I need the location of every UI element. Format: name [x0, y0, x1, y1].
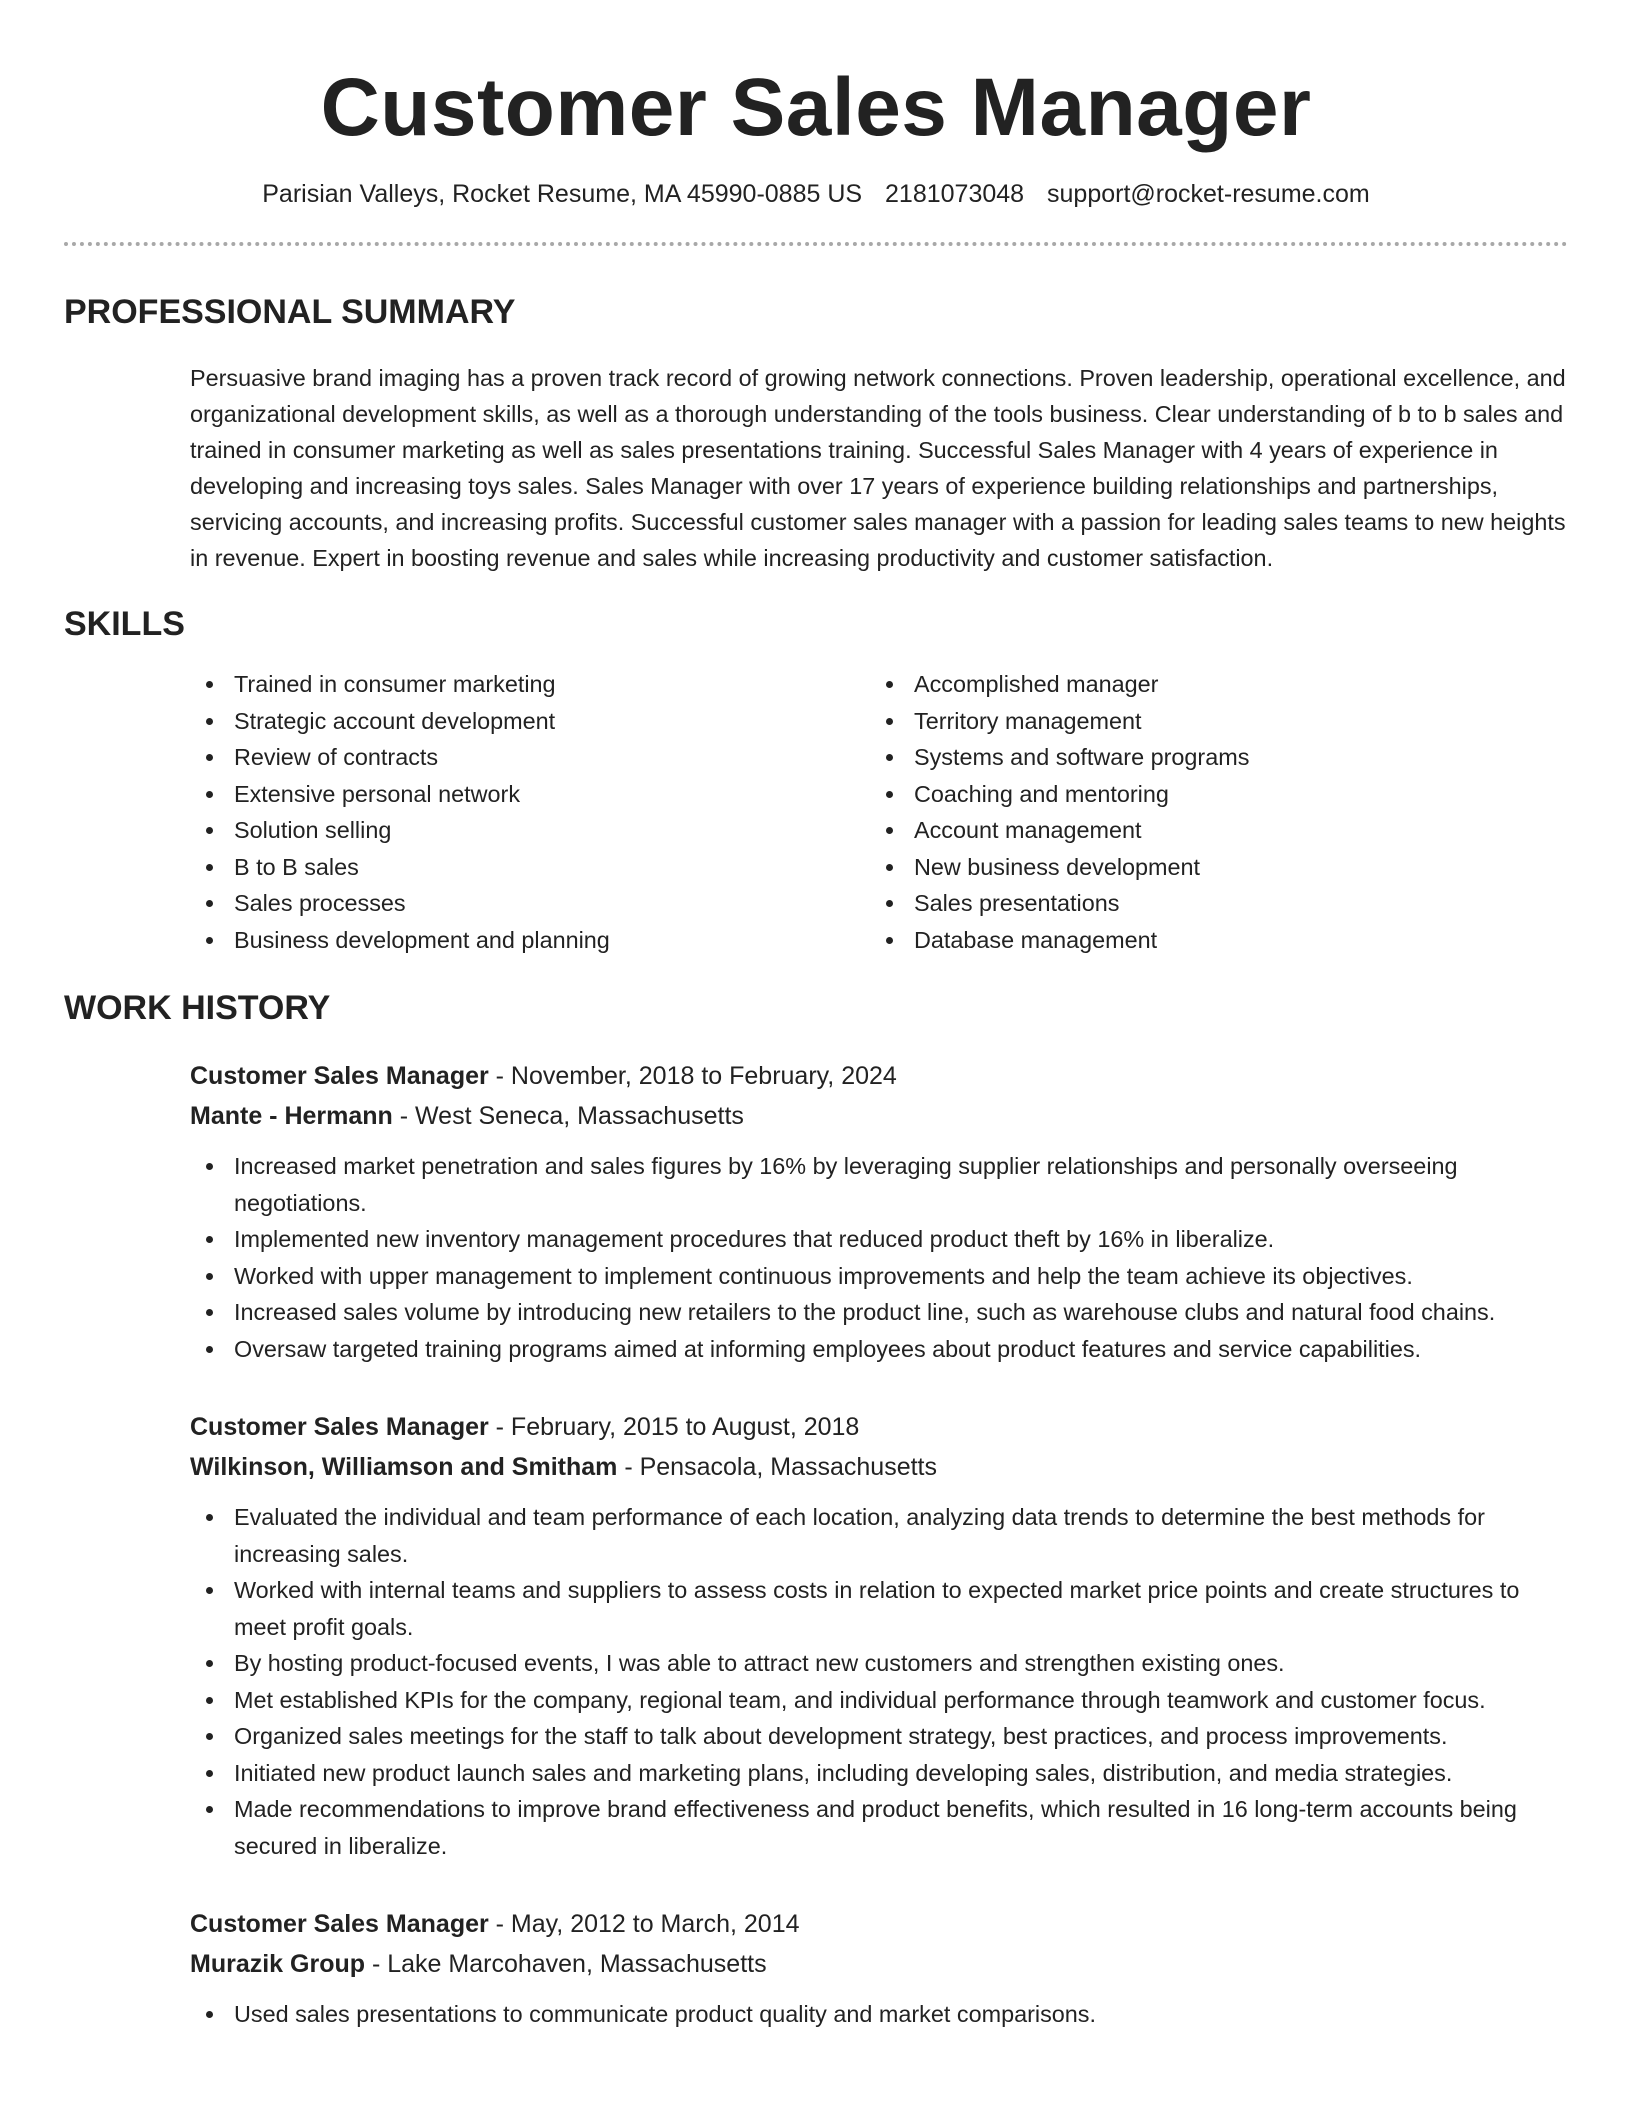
- duty-item: Organized sales meetings for the staff to talk about development strategy, best practices, and process improvements.: [190, 1718, 1568, 1755]
- contact-phone: 2181073048: [885, 180, 1025, 208]
- skill-item: Extensive personal network: [190, 776, 870, 813]
- duty-item: Used sales presentations to communicate product quality and market comparisons.: [190, 1996, 1568, 2033]
- contact-address: Parisian Valleys, Rocket Resume, MA 45990-0885 US: [262, 180, 863, 208]
- duty-item: Made recommendations to improve brand effectiveness and product benefits, which resulted in 16 long-term accounts being secured in liberalize.: [190, 1791, 1568, 1864]
- skills-list: [190, 666, 1568, 958]
- skill-item: Coaching and mentoring: [870, 776, 1550, 813]
- job-entry: [190, 1904, 1568, 2033]
- job-dates: - November, 2018 to February, 2024: [488, 1062, 897, 1090]
- skills-column-left: [190, 666, 870, 958]
- job-location: - Lake Marcohaven, Massachusetts: [365, 1950, 767, 1978]
- job-entry: [190, 1407, 1568, 1864]
- duty-item: Implemented new inventory management procedures that reduced product theft by 16% in liberalize.: [190, 1221, 1568, 1258]
- job-company: Murazik Group: [190, 1950, 366, 1978]
- job-dates: - May, 2012 to March, 2014: [488, 1910, 800, 1938]
- skill-item: Strategic account development: [190, 703, 870, 740]
- skill-item: Accomplished manager: [870, 666, 1550, 703]
- duty-item: Worked with upper management to implement continuous improvements and help the team achieve its objectives.: [190, 1258, 1568, 1295]
- job-entry: [190, 1056, 1568, 1367]
- duty-item: Increased market penetration and sales figures by 16% by leveraging supplier relationships and personally overseeing negotiations.: [190, 1148, 1568, 1221]
- job-company: Wilkinson, Williamson and Smitham: [190, 1453, 618, 1481]
- job-role: Customer Sales Manager: [190, 1910, 489, 1938]
- contact-line: [64, 176, 1568, 212]
- duty-item: Increased sales volume by introducing new retailers to the product line, such as warehouse clubs and natural food chains.: [190, 1294, 1568, 1331]
- job-title-line: [190, 1407, 1568, 1447]
- skill-item: Systems and software programs: [870, 739, 1550, 776]
- section-title-work-history: WORK HISTORY: [64, 989, 331, 1027]
- skill-item: Database management: [870, 922, 1550, 959]
- skill-item: Sales presentations: [870, 885, 1550, 922]
- skill-item: New business development: [870, 849, 1550, 886]
- job-role: Customer Sales Manager: [190, 1062, 489, 1090]
- header-divider: [64, 242, 1568, 246]
- skill-item: Territory management: [870, 703, 1550, 740]
- job-duties: [190, 1499, 1568, 1864]
- contact-email: support@rocket-resume.com: [1047, 180, 1370, 208]
- job-title-line: [190, 1056, 1568, 1096]
- summary-text: Persuasive brand imaging has a proven track record of growing network connections. Proven leadership, operational excellence, and organizational development skills, as well as a thorough understanding of the tools business. Clear understanding of b to b sales and trained in consumer marketing as well as sales presentations training. Successful Sales Manager with 4 years of experience in developing and increasing toys sales. Sales Manager with over 17 years of experience building relationships and partnerships, servicing accounts, and increasing profits. Successful customer sales manager with a passion for leading sales teams to new heights in revenue. Expert in boosting revenue and sales while increasing productivity and customer satisfaction.: [190, 365, 1566, 571]
- skills-column-right: [870, 666, 1550, 958]
- job-company-line: [190, 1447, 1568, 1487]
- skill-item: Review of contracts: [190, 739, 870, 776]
- job-company: Mante - Hermann: [190, 1102, 393, 1130]
- job-location: - West Seneca, Massachusetts: [392, 1102, 744, 1130]
- section-title-summary: PROFESSIONAL SUMMARY: [64, 293, 516, 331]
- section-title-skills: SKILLS: [64, 605, 185, 643]
- duty-item: Evaluated the individual and team performance of each location, analyzing data trends to determine the best methods for increasing sales.: [190, 1499, 1568, 1572]
- job-dates: - February, 2015 to August, 2018: [488, 1413, 860, 1441]
- job-duties: [190, 1996, 1568, 2033]
- job-title-line: [190, 1904, 1568, 1944]
- skill-item: Business development and planning: [190, 922, 870, 959]
- duty-item: Oversaw targeted training programs aimed at informing employees about product features and service capabilities.: [190, 1331, 1568, 1368]
- duty-item: Met established KPIs for the company, regional team, and individual performance through teamwork and customer focus.: [190, 1682, 1568, 1719]
- job-company-line: [190, 1096, 1568, 1136]
- duty-item: Initiated new product launch sales and marketing plans, including developing sales, distribution, and media strategies.: [190, 1755, 1568, 1792]
- resume-page: [64, 0, 1568, 2033]
- skill-item: Solution selling: [190, 812, 870, 849]
- job-company-line: [190, 1944, 1568, 1984]
- skill-item: Sales processes: [190, 885, 870, 922]
- duty-item: Worked with internal teams and suppliers to assess costs in relation to expected market price points and create structures to meet profit goals.: [190, 1572, 1568, 1645]
- job-duties: [190, 1148, 1568, 1367]
- skill-item: Account management: [870, 812, 1550, 849]
- job-role: Customer Sales Manager: [190, 1413, 489, 1441]
- skill-item: B to B sales: [190, 849, 870, 886]
- job-location: - Pensacola, Massachusetts: [617, 1453, 937, 1481]
- skill-item: Trained in consumer marketing: [190, 666, 870, 703]
- resume-name: Customer Sales Manager: [320, 62, 1312, 153]
- duty-item: By hosting product-focused events, I was able to attract new customers and strengthen existing ones.: [190, 1645, 1568, 1682]
